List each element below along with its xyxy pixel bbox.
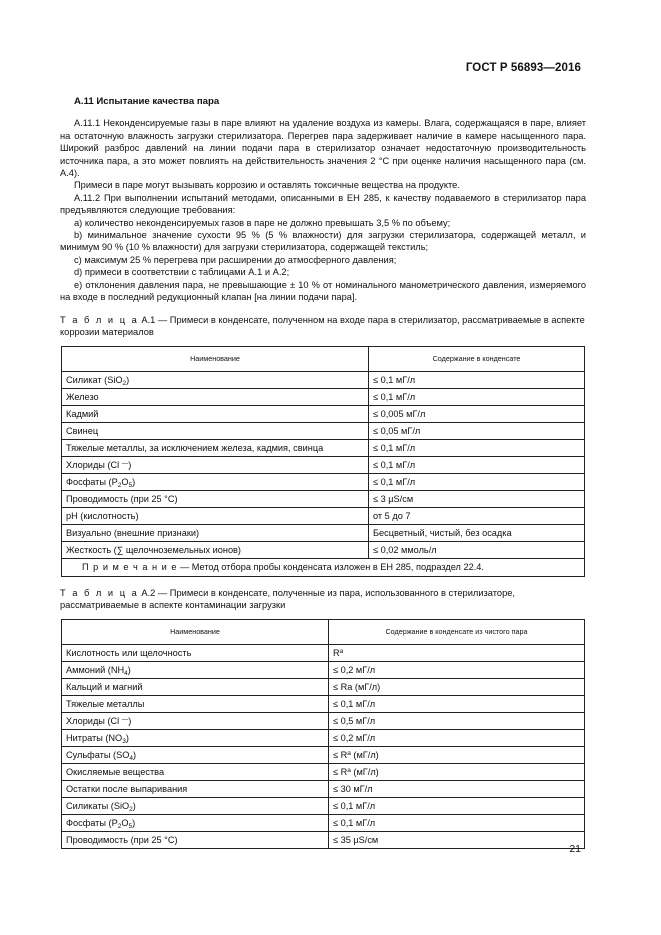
table-row — [62, 456, 585, 473]
cell-name — [62, 798, 329, 815]
value-text: ≤ 35 µS/см — [333, 835, 379, 846]
table-row — [62, 747, 585, 764]
cell-name — [62, 405, 369, 422]
paragraph-impurities: Примеси в паре могут вызывать коррозию и оставлять токсичные вещества на продукте. — [74, 180, 460, 191]
value-text: ≤ 0,2 мГ/л — [333, 733, 376, 744]
value-text: (мГ/л) — [350, 767, 379, 778]
table-a2-body — [62, 645, 585, 849]
page-number: 21 — [569, 843, 581, 855]
table-row — [62, 832, 585, 849]
table-row — [62, 815, 585, 832]
column-header-name: Наименование — [62, 346, 369, 371]
table-row — [62, 371, 585, 388]
superscript: — — [121, 716, 129, 724]
table-row — [62, 490, 585, 507]
table-caption-text: А.2 — Примеси в конденсате, полученные из пара, использованного в стерилизаторе, рассматриваемые в аспекте контаминации загрузки — [60, 587, 515, 611]
table-row — [62, 473, 585, 490]
name-text: Свинец — [66, 425, 99, 436]
superscript: a — [347, 767, 351, 775]
subscript: 2 — [122, 379, 127, 387]
name-text: ) — [128, 716, 132, 727]
cell-name — [62, 764, 329, 781]
cell-name — [62, 662, 329, 679]
name-text: Хлориды (Cl — [66, 459, 122, 470]
value-text: ≤ 3 µS/см — [373, 493, 414, 504]
name-text: O — [121, 818, 129, 829]
cell-name — [62, 645, 329, 662]
cell-name — [62, 490, 369, 507]
subscript: 4 — [129, 755, 133, 763]
cell-name — [62, 541, 369, 558]
section-heading: А.11 Испытание качества пара — [74, 96, 220, 107]
value-text: ≤ 0,1 мГ/л — [373, 442, 416, 453]
name-text: Кальций и магний — [66, 682, 143, 693]
table-a1-body — [62, 371, 585, 558]
cell-value — [369, 422, 585, 439]
cell-value — [329, 798, 585, 815]
table-header-row — [62, 620, 585, 645]
list-item: b) минимальное значение сухости 95 % (5 % влажности) для загрузки стерилизатора, содержащей металл, и минимум 90 % (10 % влажности) для загрузки стерилизатора, содержащей текстиль; — [60, 230, 586, 253]
paragraph-a11-1: А.11.1 Неконденсируемые газы в паре влияют на удаление воздуха из камеры. Влага, содержащаяся в паре, влияет на остаточную влажность загрузки стерилизатора. Перегрев пара задерживает наличие в камере насыщенного пара. Широкий разброс давлений на линии подачи пара в стерилизатор означает недостаточную производительность источника пара, а это может повлиять на действительность значения 2 °С при оценке наличия насыщенного пара (см. А.4). — [60, 118, 586, 179]
list-item: с) максимум 25 % перегрева при расширении до атмосферного давления; — [74, 254, 397, 265]
cell-name — [62, 388, 369, 405]
name-text: Силикат (SiO — [66, 374, 123, 385]
value-text: ≤ Ra (мГ/л) — [333, 682, 381, 693]
cell-value — [329, 713, 585, 730]
note-label: П р и м е ч а н и е — [82, 562, 178, 573]
cell-value — [329, 662, 585, 679]
cell-name — [62, 439, 369, 456]
value-text: ≤ R — [333, 750, 348, 761]
cell-value — [329, 815, 585, 832]
table-note-row — [62, 558, 585, 576]
table-row — [62, 713, 585, 730]
cell-name — [62, 696, 329, 713]
note-text: — Метод отбора пробы конденсата изложен в ЕН 285, подраздел 22.4. — [180, 562, 484, 573]
name-text: Остатки после выпаривания — [66, 784, 188, 795]
name-text: Хлориды (Cl — [66, 716, 122, 727]
name-text: Окисляемые вещества — [66, 767, 165, 778]
cell-value — [369, 405, 585, 422]
name-text: Проводимость (при 25 °C) — [66, 835, 178, 846]
value-text: ≤ 0,005 мГ/л — [373, 408, 426, 419]
table-a2-caption — [60, 587, 586, 611]
cell-name — [62, 815, 329, 832]
table-row — [62, 662, 585, 679]
cell-name — [62, 781, 329, 798]
name-text: Фосфаты (P — [66, 818, 118, 829]
value-text: ≤ 30 мГ/л — [333, 784, 373, 795]
subscript: 5 — [128, 823, 133, 831]
value-text: ≤ 0,02 ммоль/л — [373, 544, 437, 555]
superscript: a — [347, 750, 351, 758]
cell-value — [369, 388, 585, 405]
cell-name — [62, 456, 369, 473]
name-text: Кадмий — [66, 408, 99, 419]
cell-name — [62, 473, 369, 490]
name-text: ) — [132, 801, 136, 812]
cell-name — [62, 371, 369, 388]
subscript: 2 — [117, 481, 122, 489]
name-text: ) — [132, 818, 136, 829]
name-text: ) — [132, 750, 137, 761]
cell-value — [369, 371, 585, 388]
name-text: O — [121, 476, 129, 487]
name-text: Визуально (внешние признаки) — [66, 527, 200, 538]
cell-value — [329, 730, 585, 747]
table-a2 — [61, 619, 585, 849]
name-text: ) — [125, 733, 129, 744]
cell-value — [329, 781, 585, 798]
cell-value — [369, 507, 585, 524]
value-text: Бесцветный, чистый, без осадка — [373, 527, 512, 538]
cell-name — [62, 747, 329, 764]
table-label: Т а б л и ц а — [60, 314, 139, 325]
name-text: Тяжелые металлы — [66, 699, 145, 710]
cell-name — [62, 524, 369, 541]
standard-number: ГОСТ Р 56893—2016 — [465, 62, 581, 74]
value-text: от 5 до 7 — [373, 510, 411, 521]
subscript: 2 — [117, 823, 122, 831]
name-text: ) — [132, 476, 136, 487]
value-text: ≤ 0,1 мГ/л — [373, 459, 416, 470]
superscript: — — [121, 459, 129, 467]
table-row — [62, 679, 585, 696]
value-text: ≤ 0,1 мГ/л — [373, 391, 416, 402]
cell-value — [329, 645, 585, 662]
cell-value — [329, 679, 585, 696]
table-row — [62, 405, 585, 422]
value-text: ≤ 0,1 мГ/л — [373, 476, 416, 487]
list-item: а) количество неконденсируемых газов в паре не должно превышать 3,5 % по объему; — [74, 217, 451, 228]
cell-value — [369, 490, 585, 507]
subscript: 3 — [122, 738, 126, 746]
table-row — [62, 645, 585, 662]
page-content — [60, 96, 586, 849]
table-a1 — [61, 346, 585, 577]
table-note — [62, 558, 585, 576]
column-header-name: Наименование — [62, 620, 329, 645]
value-text: ≤ 0,1 мГ/л — [373, 374, 416, 385]
cell-value — [329, 747, 585, 764]
table-row — [62, 388, 585, 405]
cell-name — [62, 713, 329, 730]
list-item: е) отклонения давления пара, не превышающие ± 10 % от номинального манометрического давления, измеряемого на входе в последний редукционный клапан [на линии подачи пара]. — [60, 279, 586, 303]
value-text: ≤ 0,1 мГ/л — [333, 801, 376, 812]
table-a1-caption — [60, 314, 586, 338]
value-text: (мГ/л) — [350, 750, 379, 761]
table-row — [62, 422, 585, 439]
table-row — [62, 541, 585, 558]
column-header-content: Содержание в конденсате — [369, 346, 585, 371]
paragraph-a11-2: А.11.2 При выполнении испытаний методами, описанными в ЕН 285, к качеству подаваемого в стерилизатор пара предъявляются следующие требования: — [60, 192, 586, 216]
value-text: ≤ 0,2 мГ/л — [333, 665, 376, 676]
table-row — [62, 507, 585, 524]
cell-value — [369, 524, 585, 541]
value-text: ≤ 0,1 мГ/л — [333, 699, 376, 710]
column-header-content: Содержание в конденсате из чистого пара — [329, 620, 585, 645]
value-text: ≤ R — [333, 767, 348, 778]
table-caption-text: А.1 — Примеси в конденсате, полученном на входе пара в стерилизатор, рассматриваемые в аспекте коррозии материалов — [60, 314, 585, 337]
subscript: 4 — [124, 670, 128, 678]
table-header-row — [62, 346, 585, 371]
name-text: Тяжелые металлы, за исключением железа, кадмия, свинца — [66, 442, 324, 453]
cell-name — [62, 730, 329, 747]
name-text: Железо — [66, 391, 99, 402]
table-row — [62, 798, 585, 815]
table-row — [62, 764, 585, 781]
name-text: ) — [126, 374, 130, 385]
cell-name — [62, 832, 329, 849]
name-text: ) — [127, 665, 131, 676]
cell-value — [329, 764, 585, 781]
table-row — [62, 781, 585, 798]
cell-name — [62, 507, 369, 524]
cell-value — [369, 541, 585, 558]
cell-value — [369, 439, 585, 456]
name-text: Аммоний (NH — [66, 665, 125, 676]
name-text: Сульфаты (SO — [66, 750, 130, 761]
table-label: Т а б л и ц а — [60, 587, 139, 598]
table-row — [62, 696, 585, 713]
value-text: ≤ 0,5 мГ/л — [333, 716, 376, 727]
cell-value — [329, 832, 585, 849]
value-text: ≤ 0,1 мГ/л — [333, 818, 376, 829]
value-text: R — [333, 648, 340, 659]
table-row — [62, 730, 585, 747]
cell-name — [62, 679, 329, 696]
superscript: a — [339, 648, 344, 656]
cell-value — [329, 696, 585, 713]
name-text: pH (кислотность) — [66, 510, 139, 521]
value-text: ≤ 0,05 мГ/л — [373, 425, 421, 436]
name-text: Фосфаты (P — [66, 476, 118, 487]
name-text: Кислотность или щелочность — [66, 648, 192, 659]
cell-name — [62, 422, 369, 439]
name-text: Проводимость (при 25 °C) — [66, 493, 178, 504]
cell-value — [369, 473, 585, 490]
table-row — [62, 439, 585, 456]
cell-value — [369, 456, 585, 473]
table-row — [62, 524, 585, 541]
name-text: Нитраты (NO — [66, 733, 123, 744]
list-item: d) примеси в соответствии с таблицами А.1 и А.2; — [74, 267, 290, 278]
subscript: 2 — [129, 806, 133, 814]
name-text: Жесткость (∑ щелочноземельных ионов) — [66, 544, 241, 555]
subscript: 5 — [128, 481, 133, 489]
name-text: ) — [128, 459, 132, 470]
name-text: Силикаты (SiO — [66, 801, 130, 812]
